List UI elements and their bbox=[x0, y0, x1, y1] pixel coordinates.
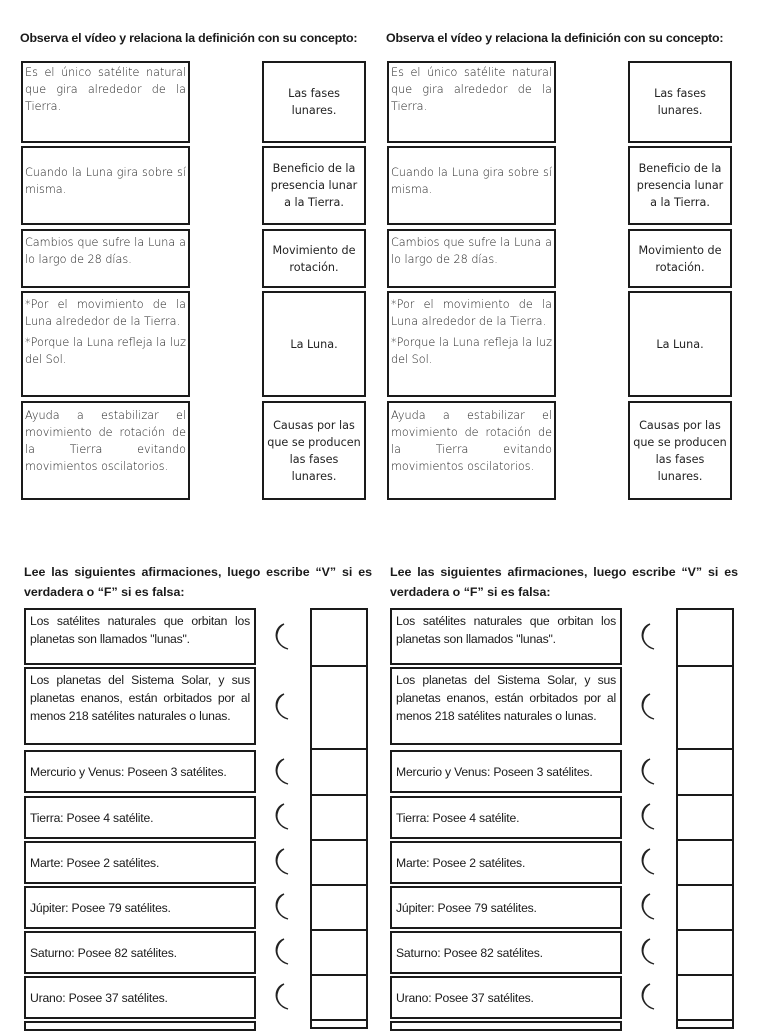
crescent-moon-icon bbox=[634, 982, 660, 1012]
answer-box-5[interactable] bbox=[310, 839, 368, 886]
answer-box-6[interactable] bbox=[310, 884, 368, 931]
statement-5: Marte: Posee 2 satélites. bbox=[24, 841, 256, 884]
statement-5: Marte: Posee 2 satélites. bbox=[390, 841, 622, 884]
definition-box-4: *Por el movimiento de la Luna alrededor de la Tierra. *Porque la Luna refleja la luz del Sol. bbox=[21, 291, 190, 397]
statement-2: Los planetas del Sistema Solar, y sus planetas enanos, están orbitados por al menos 218 satélites naturales o lunas. bbox=[390, 667, 622, 745]
answer-box-1[interactable] bbox=[310, 608, 368, 667]
concept-box-5: Causas por las que se producen las fases lunares. bbox=[628, 401, 732, 500]
answer-box-9-partial[interactable] bbox=[310, 1019, 368, 1029]
answer-box-7[interactable] bbox=[676, 929, 734, 976]
answer-box-2[interactable] bbox=[310, 665, 368, 750]
definition-box-5: Ayuda a estabilizar el movimiento de rotación de la Tierra evitando movimientos oscilatorios. bbox=[387, 401, 556, 500]
definition-box-3: Cambios que sufre la Luna a lo largo de 28 días. bbox=[21, 229, 190, 288]
crescent-moon-icon bbox=[268, 982, 294, 1012]
answer-box-3[interactable] bbox=[676, 748, 734, 796]
statement-3: Mercurio y Venus: Poseen 3 satélites. bbox=[390, 750, 622, 793]
matching-instructions: Observa el vídeo y relaciona la definición con su concepto: bbox=[20, 31, 358, 45]
concept-box-1: Las fases lunares. bbox=[628, 61, 732, 143]
answer-box-8[interactable] bbox=[310, 974, 368, 1021]
definition-box-5: Ayuda a estabilizar el movimiento de rotación de la Tierra evitando movimientos oscilatorios. bbox=[21, 401, 190, 500]
concept-box-4: La Luna. bbox=[262, 291, 366, 397]
crescent-moon-icon bbox=[268, 692, 294, 722]
concept-box-1: Las fases lunares. bbox=[262, 61, 366, 143]
definition-box-2: Cuando la Luna gira sobre sí misma. bbox=[387, 146, 556, 225]
statement-9-partial bbox=[24, 1021, 256, 1031]
statement-7: Saturno: Posee 82 satélites. bbox=[390, 931, 622, 974]
crescent-moon-icon bbox=[634, 757, 660, 787]
answer-box-1[interactable] bbox=[676, 608, 734, 667]
statement-3: Mercurio y Venus: Poseen 3 satélites. bbox=[24, 750, 256, 793]
worksheet-copy-right bbox=[384, 0, 744, 1024]
crescent-moon-icon bbox=[634, 802, 660, 832]
answer-box-8[interactable] bbox=[676, 974, 734, 1021]
answer-box-5[interactable] bbox=[676, 839, 734, 886]
answer-box-3[interactable] bbox=[310, 748, 368, 796]
definition-box-1: Es el único satélite natural que gira alrededor de la Tierra. bbox=[387, 61, 556, 143]
answer-box-4[interactable] bbox=[676, 794, 734, 841]
crescent-moon-icon bbox=[634, 622, 660, 652]
definition-box-2: Cuando la Luna gira sobre sí misma. bbox=[21, 146, 190, 225]
definition-box-4: *Por el movimiento de la Luna alrededor de la Tierra. *Porque la Luna refleja la luz del Sol. bbox=[387, 291, 556, 397]
true-false-instructions: Lee las siguientes afirmaciones, luego escribe “V” si es verdadera o “F” si es falsa: bbox=[390, 565, 738, 599]
worksheet-copy-left bbox=[18, 0, 378, 1024]
statement-8: Urano: Posee 37 satélites. bbox=[390, 976, 622, 1019]
concept-box-5: Causas por las que se producen las fases lunares. bbox=[262, 401, 366, 500]
statement-8: Urano: Posee 37 satélites. bbox=[24, 976, 256, 1019]
answer-box-4[interactable] bbox=[310, 794, 368, 841]
definition-box-3: Cambios que sufre la Luna a lo largo de 28 días. bbox=[387, 229, 556, 288]
answer-box-7[interactable] bbox=[310, 929, 368, 976]
answer-box-9-partial[interactable] bbox=[676, 1019, 734, 1029]
statement-2: Los planetas del Sistema Solar, y sus planetas enanos, están orbitados por al menos 218 satélites naturales o lunas. bbox=[24, 667, 256, 745]
matching-instructions: Observa el vídeo y relaciona la definición con su concepto: bbox=[386, 31, 724, 45]
concept-box-4: La Luna. bbox=[628, 291, 732, 397]
true-false-instructions: Lee las siguientes afirmaciones, luego escribe “V” si es verdadera o “F” si es falsa: bbox=[24, 565, 372, 599]
crescent-moon-icon bbox=[268, 757, 294, 787]
crescent-moon-icon bbox=[268, 847, 294, 877]
statement-1: Los satélites naturales que orbitan los planetas son llamados "lunas". bbox=[390, 608, 622, 665]
statement-4: Tierra: Posee 4 satélite. bbox=[24, 796, 256, 839]
crescent-moon-icon bbox=[634, 892, 660, 922]
definition-box-1: Es el único satélite natural que gira alrededor de la Tierra. bbox=[21, 61, 190, 143]
concept-box-3: Movimiento de rotación. bbox=[262, 229, 366, 288]
concept-box-2: Beneficio de la presencia lunar a la Tierra. bbox=[628, 146, 732, 225]
crescent-moon-icon bbox=[268, 937, 294, 967]
statement-6: Júpiter: Posee 79 satélites. bbox=[390, 886, 622, 929]
statement-9-partial bbox=[390, 1021, 622, 1031]
crescent-moon-icon bbox=[634, 937, 660, 967]
crescent-moon-icon bbox=[268, 802, 294, 832]
statement-6: Júpiter: Posee 79 satélites. bbox=[24, 886, 256, 929]
statement-1: Los satélites naturales que orbitan los planetas son llamados "lunas". bbox=[24, 608, 256, 665]
crescent-moon-icon bbox=[268, 622, 294, 652]
crescent-moon-icon bbox=[634, 692, 660, 722]
concept-box-2: Beneficio de la presencia lunar a la Tierra. bbox=[262, 146, 366, 225]
answer-box-6[interactable] bbox=[676, 884, 734, 931]
statement-7: Saturno: Posee 82 satélites. bbox=[24, 931, 256, 974]
crescent-moon-icon bbox=[634, 847, 660, 877]
crescent-moon-icon bbox=[268, 892, 294, 922]
concept-box-3: Movimiento de rotación. bbox=[628, 229, 732, 288]
answer-box-2[interactable] bbox=[676, 665, 734, 750]
statement-4: Tierra: Posee 4 satélite. bbox=[390, 796, 622, 839]
